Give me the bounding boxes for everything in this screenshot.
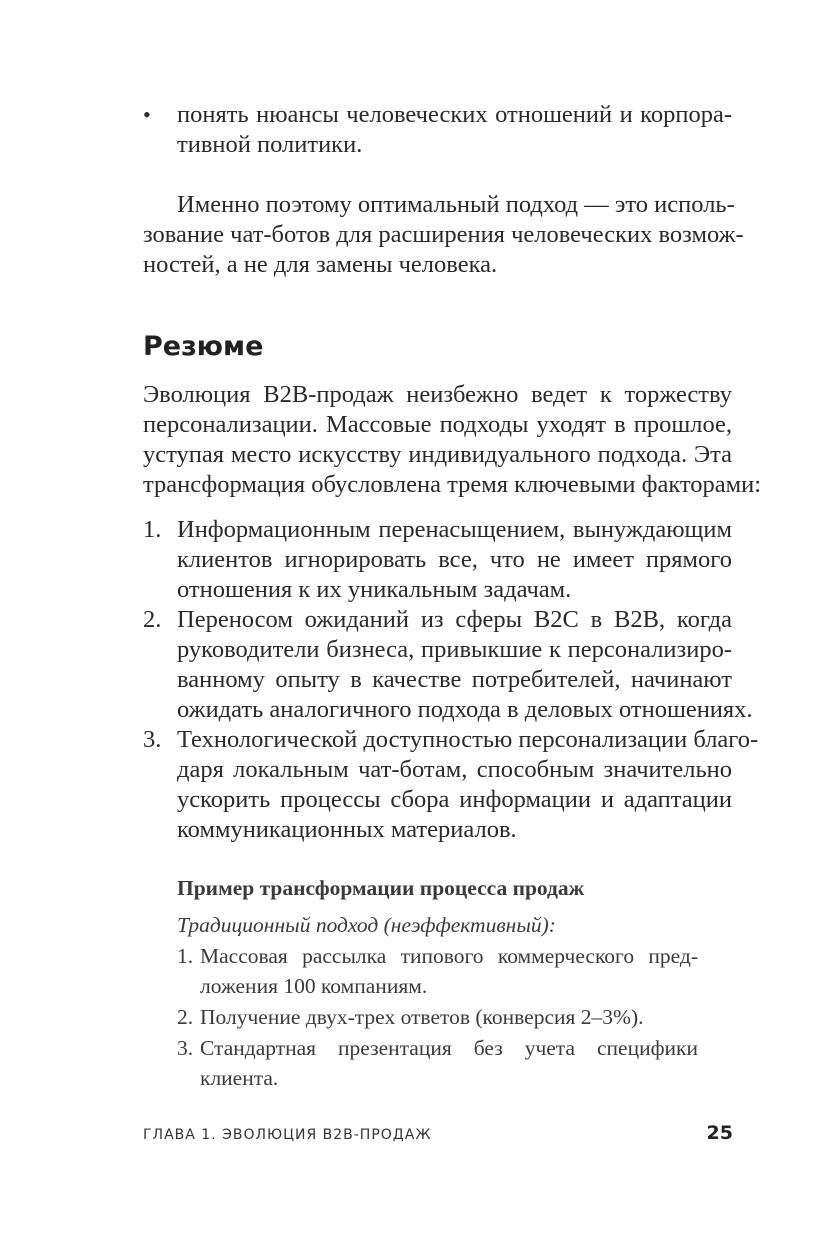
intro-line: уступая место искусству индивидуального подхода. Эта <box>143 441 732 468</box>
example-step-line: ложения 100 компаниям. <box>200 974 428 998</box>
example-step-number: 1. <box>177 944 194 968</box>
page-number: 25 <box>706 1122 733 1144</box>
example-step-number: 2. <box>177 1005 194 1029</box>
paragraph-line: ностей, а не для замены человека. <box>143 251 498 278</box>
section-title: Резюме <box>143 331 264 362</box>
list-item-line: Технологической доступностью персонализации благо- <box>177 726 759 753</box>
list-number: 1. <box>143 516 162 543</box>
list-item-line: ванному опыту в качестве потребителей, начинают <box>177 666 732 693</box>
bullet-marker: • <box>143 102 151 127</box>
list-item-line: даря локальным чат-ботам, способным значительно <box>177 756 732 783</box>
intro-line: персонализации. Массовые подходы уходят в прошлое, <box>143 411 732 438</box>
example-step-line: Получение двух-трех ответов (конверсия 2–3%). <box>200 1005 644 1029</box>
list-number: 3. <box>143 726 162 753</box>
bullet-item-line: понять нюансы человеческих отношений и корпора- <box>177 101 732 128</box>
example-step-number: 3. <box>177 1036 194 1060</box>
example-step-line: Стандартная презентация без учета специфики <box>200 1036 698 1060</box>
paragraph-line: зование чат-ботов для расширения человеческих возмож- <box>143 221 744 248</box>
running-footer-chapter: ГЛАВА 1. ЭВОЛЮЦИЯ B2B-ПРОДАЖ <box>143 1127 432 1143</box>
bullet-item-line: тивной политики. <box>177 131 363 158</box>
example-step-line: Массовая рассылка типового коммерческого пред- <box>200 944 698 968</box>
paragraph-line: Именно поэтому оптимальный подход — это исполь- <box>177 191 735 218</box>
example-subtitle: Традиционный подход (неэффективный): <box>177 913 556 937</box>
list-item-line: Переносом ожиданий из сферы B2C в B2B, когда <box>177 606 732 633</box>
list-item-line: клиентов игнорировать все, что не имеет прямого <box>177 546 732 573</box>
list-item-line: ожидать аналогичного подхода в деловых отношениях. <box>177 696 753 723</box>
list-item-line: Информационным перенасыщением, вынуждающим <box>177 516 732 543</box>
example-step-line: клиента. <box>200 1066 279 1090</box>
intro-line: трансформация обусловлена тремя ключевыми факторами: <box>143 471 762 498</box>
list-item-line: коммуникационных материалов. <box>177 816 517 843</box>
list-item-line: ускорить процессы сбора информации и адаптации <box>177 786 732 813</box>
list-item-line: отношения к их уникальным задачам. <box>177 576 572 603</box>
list-number: 2. <box>143 606 162 633</box>
list-item-line: руководители бизнеса, привыкшие к персонализиро- <box>177 636 732 663</box>
intro-line: Эволюция B2B-продаж неизбежно ведет к торжеству <box>143 381 732 408</box>
example-title: Пример трансформации процесса продаж <box>177 876 585 900</box>
